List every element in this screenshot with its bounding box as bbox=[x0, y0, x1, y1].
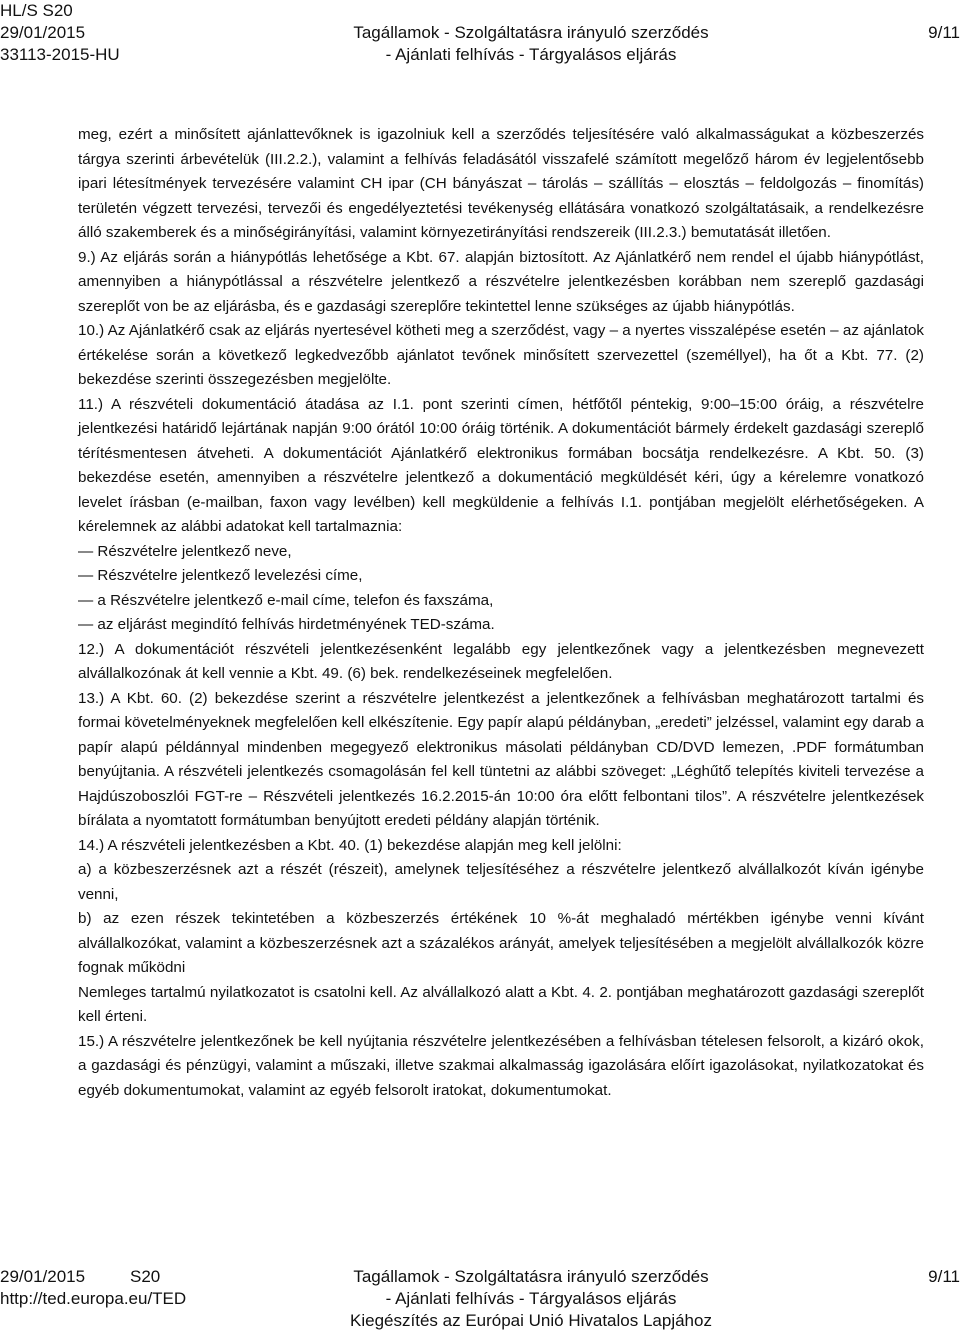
header-notice-id: 33113-2015-HU bbox=[0, 45, 120, 64]
paragraph: 15.) A részvételre jelentkezőnek be kell nyújtania részvételre jelentkezésében a felhívásban tételesen felsorolt, a kizáró okok, a gazdasági és pénzügyi, valamint a műszaki, illetve szakmai alkalmasság igazolására előírt igazolásokat, nyilatkozatokat és egyéb dokumentumokat, valamint az egyéb felsorolt iratokat, dokumentumokat. bbox=[78, 1032, 924, 1099]
paragraph: 14.) A részvételi jelentkezésben a Kbt. 40. (1) bekezdése alapján meg kell jelölni: bbox=[78, 836, 622, 854]
paragraph: 11.) A részvételi dokumentáció átadása az I.1. pont szerinti címen, hétfőtől péntekig, 9:00–15:00 óráig, a részvételre jelentkezési határidő lejártának napján 9:00 órától 10:00 óráig történik. A dokumentációt bármely érdekelt gazdasági szereplő térítésmentesen átveheti. A dokumentációt Ajánlatkérő elektronikus formában bocsátja rendelkezésre. A Kbt. 50. (3) bekezdése esetén, amennyiben a részvételre jelentkező a dokumentáció megküldését kéri, úgy a kérelemre vonatkozó levelet írásban (e-mailban, faxon vagy levélben) kell megküldenie a felhívás I.1. pontjában megjelölt elérhetőségeken. A kérelemnek az alábbi adatokat kell tartalmaznia: bbox=[78, 395, 924, 535]
footer-publication: Kiegészítés az Európai Unió Hivatalos Lapjához bbox=[350, 1311, 712, 1330]
paragraph: 12.) A dokumentációt részvételi jelentkezésenként legalább egy jelentkezőnek vagy a jelentkezésben megnevezett alvállalkozónak át kell vennie a Kbt. 49. (6) bek. rendelkezéseinek megfelelően. bbox=[78, 640, 924, 682]
paragraph: a) a közbeszerzésnek azt a részét (részeit), amelynek teljesítéséhez a részvételre jelentkező alvállalkozót kíván igénybe venni, bbox=[78, 861, 924, 903]
page-header bbox=[0, 0, 960, 66]
header-doc-code: HL/S S20 bbox=[0, 1, 73, 20]
paragraph: 10.) Az Ajánlatkérő csak az eljárás nyertesével kötheti meg a szerződést, vagy – a nyertes visszalépése esetén – az ajánlatok értékelése során a következő legkedvezőbb ajánlatot tevőnek minősített szervezettel (személlyel), ha őt a Kbt. 77. (2) bekezdése szerinti összegezésben megjelölte. bbox=[78, 322, 924, 388]
paragraph: Nemleges tartalmú nyilatkozatot is csatolni kell. Az alvállalkozó alatt a Kbt. 4. 2. pontjában meghatározott gazdasági szereplőt kell érteni. bbox=[78, 983, 924, 1025]
paragraph: b) az ezen részek tekintetében a közbeszerzés értékének 10 %-át meghaladó mértékben igénybe venni kívánt alvállalkozókat, valamint a közbeszerzésnek azt a százalékos arányát, amelyek teljesítésében a megjelölt alvállalkozók közre fognak működni bbox=[78, 910, 924, 976]
footer-url: http://ted.europa.eu/TED bbox=[0, 1289, 187, 1308]
header-page-number: 9/11 bbox=[928, 23, 960, 42]
footer-date: 29/01/2015 bbox=[0, 1267, 86, 1286]
header-date: 29/01/2015 bbox=[0, 23, 86, 42]
footer-series: S20 bbox=[130, 1267, 161, 1286]
list-item: — Részvételre jelentkező neve, bbox=[78, 542, 292, 560]
header-subtitle: - Ajánlati felhívás - Tárgyalásos eljárás bbox=[385, 45, 677, 64]
page-footer bbox=[0, 1266, 960, 1332]
footer-title: Tagállamok - Szolgáltatásra irányuló szerződés bbox=[353, 1267, 709, 1286]
list-item: — Részvételre jelentkező levelezési címe, bbox=[78, 567, 363, 584]
list-item: — a Részvételre jelentkező e-mail címe, telefon és faxszáma, bbox=[78, 591, 494, 609]
document-body bbox=[78, 123, 924, 1103]
paragraph: 13.) A Kbt. 60. (2) bekezdése szerint a részvételre jelentkezést a jelentkezőnek a felhívásban meghatározott tartalmi és formai követelményeknek megfelelően kell elkészítenie. Egy papír alapú példányban, „eredeti” jelzéssel, valamint egy darab a papír alapú példánnyal mindenben megegyező elektronikus másolati példányban CD/DVD lemezen, .PDF formátumban benyújtania. A részvételi jelentkezés csomagolásán fel kell tüntetni az alábbi szöveget: „Léghűtő telepítés kiviteli tervezése a Hajdúszoboszlói FGT-re – Részvételi jelentkezés 16.2.2015-án 10:00 óra előtt felbontani tilos”. A részvételre jelentkezések bírálata a nyomtatott formátumban benyújtott eredeti példány alapján történik. bbox=[78, 689, 924, 829]
paragraph: meg, ezért a minősített ajánlattevőknek is igazolniuk kell a szerződés teljesítésére való alkalmasságukat a közbeszerzés tárgya szerinti árbevételük (III.2.2.), valamint a felhívás feladásától visszafelé számított megelőző három év legjelentősebb ipari létesítmények tervezésére valamint CH ipar (CH bányászat – tárolás – szállítás – elosztás – feldolgozás – finomítás) területén végzett tervezési, tervezői és engedélyeztetési tevékenység ellátására vonatkozó szolgáltatásaik, a rendelkezésre álló szakemberek és a minőségirányítási, valamint környezetirányítási rendszereik (III.2.3.) bemutatását illetően. bbox=[78, 126, 924, 241]
footer-subtitle: - Ajánlati felhívás - Tárgyalásos eljárás bbox=[385, 1289, 677, 1308]
paragraph: 9.) Az eljárás során a hiánypótlás lehetősége a Kbt. 67. alapján biztosított. Az Ajánlatkérő nem rendel el újabb hiánypótlást, amennyiben a hiánypótlással a részvételre jelentkező a részvételre jelentkezésben korábban nem szereplő gazdasági szereplőt von be az eljárásba, és e gazdasági szereplőre tekintettel lenne szükséges az újabb hiánypótlás. bbox=[78, 248, 924, 315]
footer-page-number: 9/11 bbox=[928, 1267, 960, 1286]
list-item: — az eljárást megindító felhívás hirdetményének TED-száma. bbox=[78, 616, 495, 633]
header-title: Tagállamok - Szolgáltatásra irányuló szerződés bbox=[353, 23, 709, 42]
